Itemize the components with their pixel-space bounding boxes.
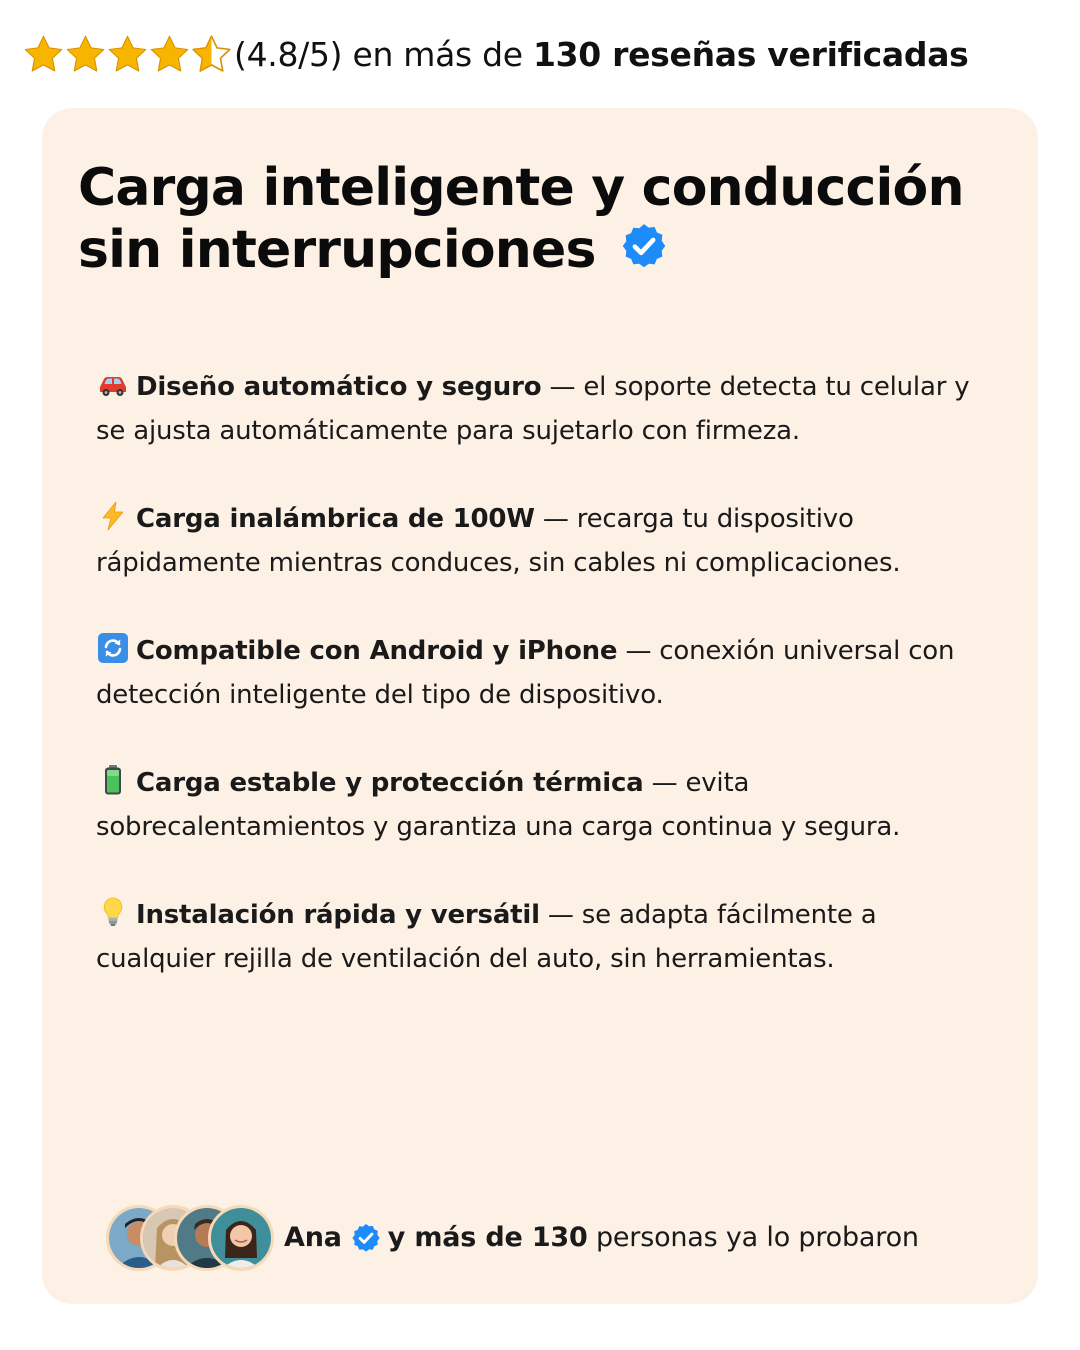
battery-icon (96, 765, 130, 795)
rating-review-count: 130 reseñas verificadas (532, 34, 969, 74)
feature-lead: Instalación rápida y versátil (136, 900, 540, 930)
verified-badge-icon (619, 221, 669, 271)
feature-list (96, 365, 996, 1025)
avatar (208, 1205, 274, 1271)
car-icon (96, 369, 130, 399)
card-title (78, 157, 1038, 281)
feature-lead: Carga inalámbrica de 100W (136, 504, 535, 534)
feature-item (96, 497, 996, 585)
reviewer-name: Ana (284, 1222, 342, 1253)
rating-summary (234, 35, 969, 74)
feature-text: — el soporte detecta tu celular y se ajusta automáticamente para sujetarlo con firmeza. (96, 372, 970, 446)
feature-lead: Compatible con Android y iPhone (136, 636, 618, 666)
star-icon (22, 33, 65, 76)
card-title-text: Carga inteligente y conducción sin interrupciones (78, 158, 964, 280)
feature-text: — conexión universal con detección inteligente del tipo de dispositivo. (96, 636, 955, 710)
feature-item (96, 365, 996, 453)
star-icon (106, 33, 149, 76)
social-proof-rest: personas ya lo probaron (587, 1222, 919, 1253)
verified-badge-icon (350, 1222, 382, 1254)
feature-lead: Diseño automático y seguro (136, 372, 542, 402)
star-icon (148, 33, 191, 76)
refresh-icon (96, 633, 130, 663)
social-proof-count: y más de 130 (387, 1222, 588, 1253)
social-proof (106, 1205, 919, 1271)
star-rating (22, 33, 232, 76)
feature-lead: Carga estable y protección térmica (136, 768, 644, 798)
light-bulb-icon (96, 897, 130, 927)
feature-item (96, 761, 996, 849)
rating-middle-text: en más de (342, 34, 533, 74)
feature-item (96, 893, 996, 981)
feature-item (96, 629, 996, 717)
avatar-group (106, 1205, 274, 1271)
feature-text: — recarga tu dispositivo rápidamente mientras conduces, sin cables ni complicaciones. (96, 504, 901, 578)
star-icon (64, 33, 107, 76)
feature-text: — evita sobrecalentamientos y garantiza una carga continua y segura. (96, 768, 901, 842)
rating-row (22, 26, 969, 82)
half-star-icon (190, 33, 233, 76)
social-proof-text (284, 1222, 919, 1254)
rating-score: (4.8/5) (234, 34, 343, 74)
lightning-icon (96, 501, 130, 531)
feature-text: — se adapta fácilmente a cualquier rejilla de ventilación del auto, sin herramientas. (96, 900, 877, 974)
